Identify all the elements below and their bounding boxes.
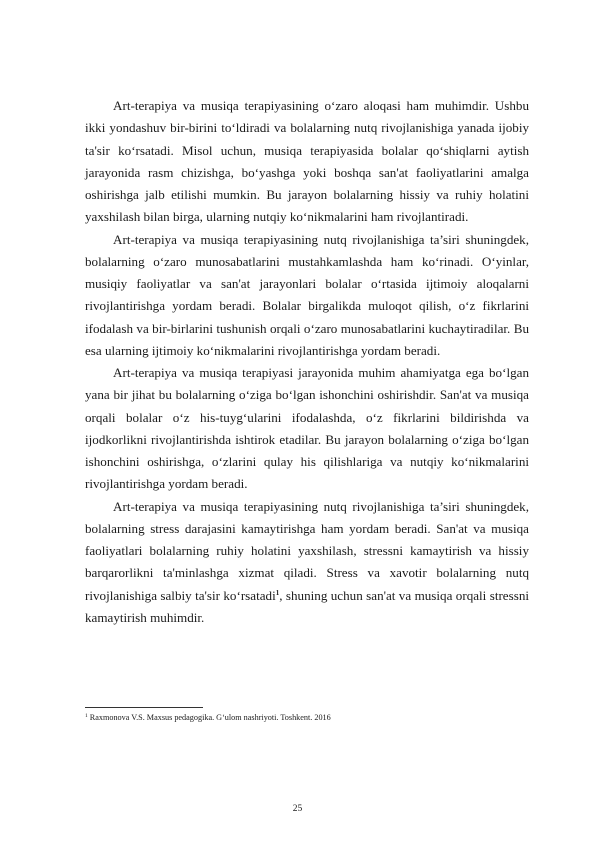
footnote-number: 1	[85, 713, 88, 719]
paragraph-1: Art-terapiya va musiqa terapiyasining o‘zaro aloqasi ham muhimdir. Ushbu ikki yondashuv bir-birini to‘ldiradi va bolalarning nutq rivojlanishiga yanada ijobiy ta'sir ko‘rsatadi. Misol uchun, musiqa terapiyasida bolalar qo‘shiqlarni aytish jarayonida rasm chizishga, bo‘yashga yoki boshqa san'at faoliyatlarini amalga oshirishga jalb etilishi mumkin. Bu jarayon bolalarning hissiy va ruhiy holatini yaxshilash bilan birga, ularning nutqiy ko‘nikmalarini ham rivojlantiradi.	[85, 98, 529, 225]
paragraph-4-text: Art-terapiya va musiqa terapiyasining nutq rivojlanishiga ta’siri shuningdek, bolalarning stress darajasini kamaytirishga ham yordam beradi. San'at va musiqa faoliyatlari bolalarning ruhiy holatini yaxshilash, stressni kamaytirish va hissiy barqarorlikni ta'minlashga xizmat qiladi. Stress va xavotir bolalarning nutq rivojlanishiga salbiy ta'sir ko‘rsatadi	[85, 498, 529, 603]
footnote-text: Raxmonova V.S. Maxsus pedagogika. G‘ulom nashriyoti. Toshkent. 2016	[87, 713, 331, 722]
page-number: 25	[292, 804, 303, 814]
paragraph-3: Art-terapiya va musiqa terapiyasi jarayonida muhim ahamiyatga ega bo‘lgan yana bir jihat bu bolalarning o‘ziga bo‘lgan ishonchini oshirishdir. San'at va musiqa orqali bolalar o‘z his-tuyg‘ularini ifodalashda, o‘z fikrlarini bildirishda va ijodkorlikni rivojlantirishda ishtirok etadilar. Bu jarayon bolalarning o‘ziga bo‘lgan ishonchini oshirishga, o‘zlarini qulay his qilishlariga va nutqiy ko‘nikmalarini rivojlantirishga yordam beradi.	[85, 365, 529, 492]
paragraph-4	[85, 496, 529, 630]
paragraph-2: Art-terapiya va musiqa terapiyasining nutq rivojlanishiga ta’siri shuningdek, bolalarning o‘zaro munosabatlarini mustahkamlashda ham ko‘rinadi. O‘yinlar, musiqiy faoliyatlar va san'at jarayonlari bolalar o‘rtasida ijtimoiy aloqalarni rivojlantirishga yordam beradi. Bolalar birgalikda muloqot qilish, o‘z fikrlarini ifodalash va bir-birlarini tushunish orqali o‘zaro munosabatlarini kuchaytiradilar. Bu esa ularning ijtimoiy ko‘nikmalarini rivojlantirishga yordam beradi.	[85, 231, 529, 358]
footnote	[85, 712, 529, 723]
document-body	[85, 95, 529, 629]
footnote-reference[interactable]: 1	[275, 588, 280, 597]
footnote-separator	[85, 707, 203, 708]
paragraph-4-text-end: , shuning uchun san'at va musiqa orqali stressni kamaytirish muhimdir.	[85, 587, 529, 625]
